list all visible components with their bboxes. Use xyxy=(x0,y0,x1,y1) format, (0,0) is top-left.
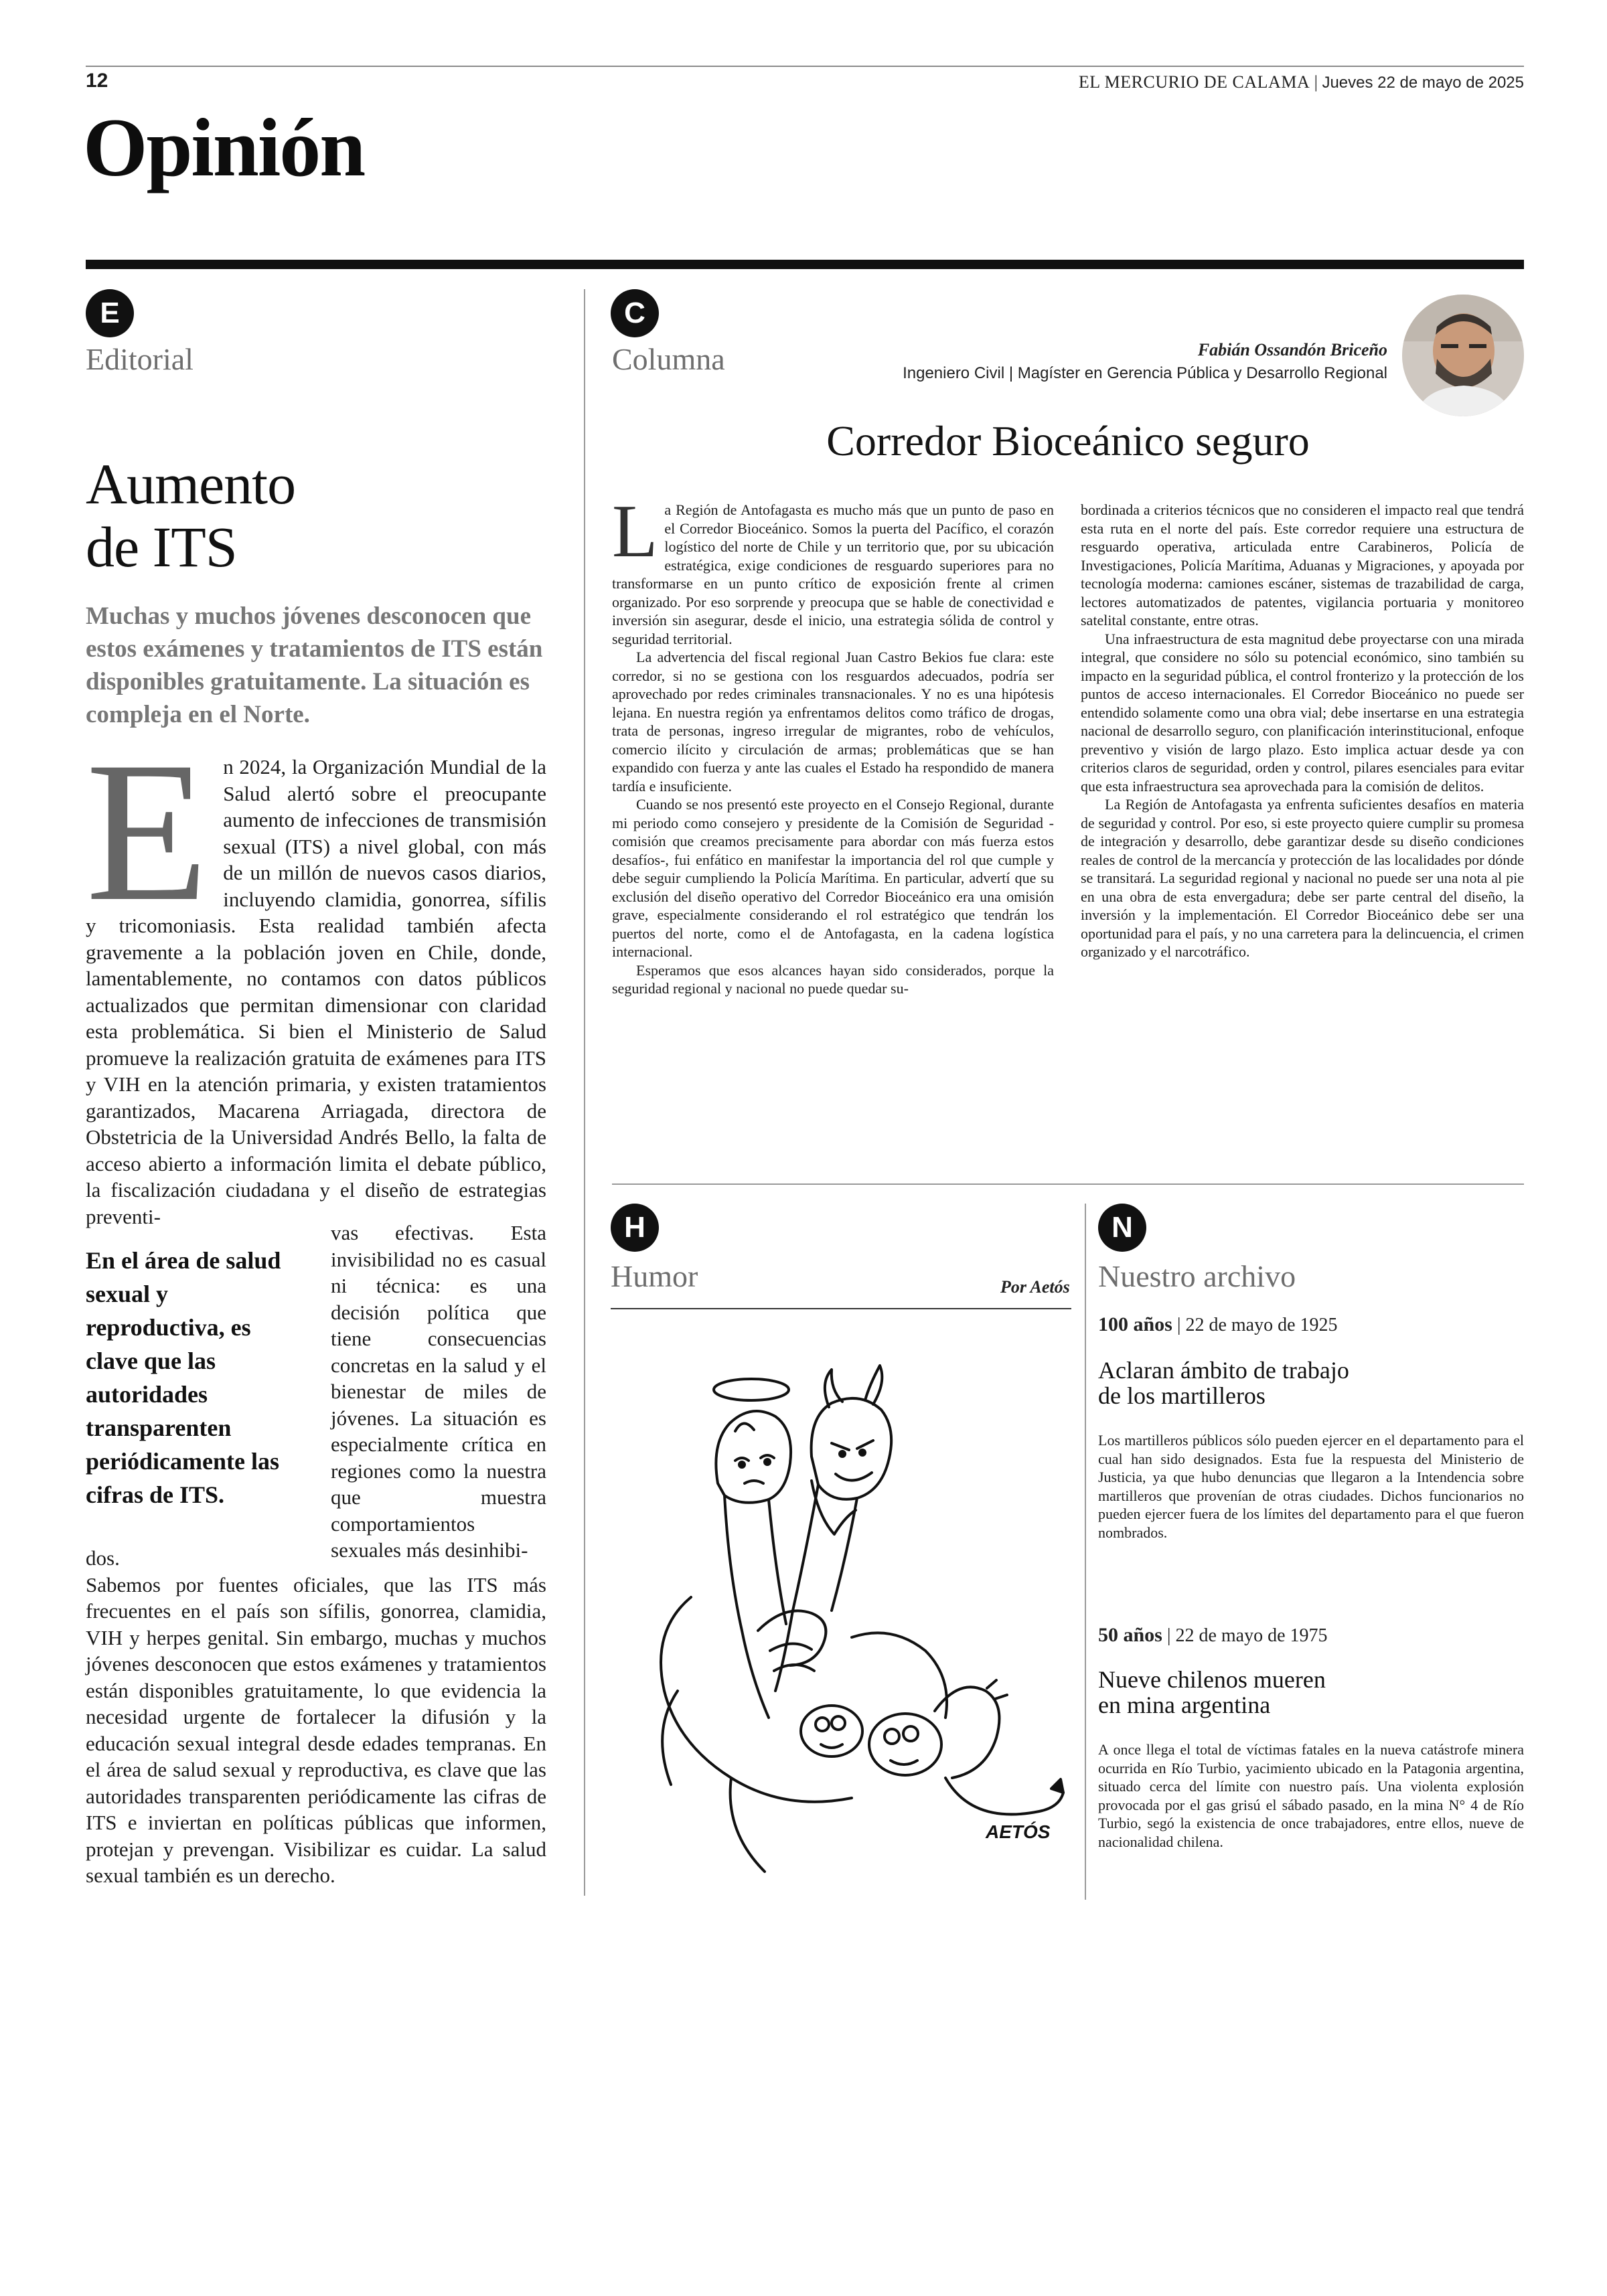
humor-byline: Por Aetós xyxy=(1000,1277,1070,1297)
editorial-column-divider xyxy=(584,289,585,1896)
column-paragraph-2: La advertencia del fiscal regional Juan Castro Bekios fue clara: este corredor, si no se gestiona con los resguardos adecuados, podría ser aprovechado por redes criminales transnacionales. Y no es una hipótesis lejana. En nuestra región ya enfrentamos delitos como tráfico de drogas, trata de personas, ingreso irregular de migrantes, robo de vehículos, comercio ilícito y circulación de armas; problemáticas que se han expandido con fuerza y ante las cuales el Estado ha respondido de manera tardía e insuficiente. xyxy=(612,649,1054,795)
column-paragraph-7: La Región de Antofagasta ya enfrenta suficientes desafíos en materia de seguridad y control. Por eso, si este proyecto quiere cumplir su promesa de integración y desarrollo, debe garantizar desde su diseño condiciones reales de control de la mercancía y protección de las localidades por dónde se transitará. La seguridad regional y nacional no puede ser una nota al pie en una obra de esta envergadura; debe ser parte central del diseño, la inversión y la implementación. El Corredor Bioceánico debe ser una oportunidad para el país, y no una carretera para la delincuencia, el crimen organizado y el narcotráfico. xyxy=(1081,796,1524,960)
humor-cartoon xyxy=(611,1316,1073,1898)
archive-item-1-years: 100 años xyxy=(1098,1313,1172,1335)
archive-label: Nuestro archivo xyxy=(1098,1259,1296,1293)
archive-item-2-years: 50 años xyxy=(1098,1624,1162,1646)
archive-item-2-header xyxy=(1098,1624,1328,1647)
editorial-label: Editorial xyxy=(86,342,194,376)
archive-item-1-date: 22 de mayo de 1925 xyxy=(1185,1315,1338,1335)
column-label: Columna xyxy=(612,342,725,376)
editorial-headline-line1: Aumento xyxy=(86,452,296,516)
editorial-body-bottom xyxy=(86,1545,546,1889)
archive-item-2-title-line2: en mina argentina xyxy=(1098,1692,1271,1718)
column-badge: C xyxy=(611,289,659,337)
author-portrait-icon xyxy=(1402,295,1524,416)
editorial-dropcap: E xyxy=(86,720,209,942)
archive-item-2-date: 22 de mayo de 1975 xyxy=(1175,1625,1328,1646)
archive-item-1-title xyxy=(1098,1358,1349,1408)
section-rule xyxy=(86,260,1524,269)
humor-label: Humor xyxy=(611,1259,698,1293)
archive-badge: N xyxy=(1098,1204,1146,1252)
editorial-paragraph-2: Sabemos por fuentes oficiales, que las ITS más frecuentes en el país son sífilis, gonorrea, clamidia, VIH y herpes genital. Sin embargo, muchas y muchos jóvenes desconocen que estos exámenes y tratamientos están disponibles gratuitamente, lo que evidencia la necesidad urgente de fortalecer la difusión y la educación sexual integral desde edades tempranas. En el área de salud sexual y reproductiva, es clave que las autoridades transparenten periódicamente las cifras de ITS e inviertan en políticas públicas que informen, protejan y prevengan. Visibilizar es cuidar. La salud sexual también es un derecho. xyxy=(86,1572,546,1887)
archive-item-1-title-line1: Aclaran ámbito de trabajo xyxy=(1098,1357,1349,1384)
column-author: Fabián Ossandón Briceño xyxy=(1197,340,1387,359)
archive-item-1-body: Los martilleros públicos sólo pueden ejercer en el departamento para el cual han sido designados. Esta fue la respuesta del Ministerio de Justicia, ya que hubo denuncias que llegaron a la Intendencia sobre martilleros que provenían de otras ciudades. Dichos funcionarios no pueden ejercer fuera de los límites del departamento para el que fueron nombrados. xyxy=(1098,1432,1524,1541)
column-paragraph-1: a Región de Antofagasta es mucho más que un punto de paso en el Corredor Bioceánico. Somos la puerta del Pacífico, el corazón logístico del norte de Chile y un territorio que, por su ubicación estratégica, exige condiciones de resguardo superiores para no transformarse en un punto crítico de exposición frente al crimen organizado. Por eso sorprende y preocupa que se hable de conectividad e inversión sin asegurar, desde el inicio, una estrategia sólida de control y seguridad territorial. xyxy=(612,501,1054,647)
issue-date: Jueves 22 de mayo de 2025 xyxy=(1322,74,1524,92)
masthead-separator: | xyxy=(1314,72,1322,92)
editorial-body-top xyxy=(86,720,546,1230)
editorial-paragraph-end: dos. xyxy=(86,1546,120,1570)
editorial-summary: Muchas y muchos jóvenes desconocen que estos exámenes y tratamientos de ITS están disponibles gratuitamente. La situación es compleja en el Norte. xyxy=(86,602,543,728)
archive-item-2-title-line1: Nueve chilenos mueren xyxy=(1098,1666,1326,1693)
section-title: Opinión xyxy=(83,102,365,193)
archive-item-1-header xyxy=(1098,1313,1338,1336)
archive-item-1-title-line2: de los martilleros xyxy=(1098,1382,1266,1409)
author-photo xyxy=(1402,295,1524,416)
column-paragraph-3: Cuando se nos presentó este proyecto en el Consejo Regional, durante mi periodo como consejero y presidente de la Comisión de Seguridad -comisión que creamos precisamente para abordar con más fuerza estos desafíos-, fui enfático en manifestar la importancia del rol que cumple y debe seguir cumpliendo la Policía Marítima. En particular, advertí que su exclusión del diseño operativo del Corredor Bioceánico era una omisión grave, especialmente considerando el rol estratégico que tendrán los puertos del norte, como el de Antofagasta, en la cadena logística internacional. xyxy=(612,796,1054,960)
archive-item-2-separator: | xyxy=(1162,1625,1176,1646)
editorial-headline xyxy=(86,453,295,578)
column-dropcap: L xyxy=(612,490,658,573)
column-author-role: Ingeniero Civil | Magíster en Gerencia Pública y Desarrollo Regional xyxy=(903,364,1387,382)
masthead-line xyxy=(1079,72,1524,92)
editorial-headline-line2: de ITS xyxy=(86,515,237,579)
paper-name: EL MERCURIO DE CALAMA xyxy=(1078,72,1310,92)
column-headline: Corredor Bioceánico seguro xyxy=(826,417,1310,465)
archive-item-1-separator: | xyxy=(1172,1315,1186,1335)
cartoon-signature: AETÓS xyxy=(986,1821,1051,1842)
editorial-body-wrap: vas efectivas. Esta invisibilidad no es casual ni técnica: es una decisión política que tiene consecuencias concretas en la salud y el bienestar de miles de jóvenes. La situación es especialmente crítica en regiones como la nuestra que muestra comportamientos sexuales más desinhibi- xyxy=(331,1221,546,1562)
column-paragraph-5: bordinada a criterios técnicos que no consideren el impacto real que tendrá esta ruta en el norte del país. Este corredor requiere una estructura de resguardo operativa, articulada entre Carabineros, Policía de Investigaciones, Policía Marítima, Aduanas y Migraciones, y apoyada por tecnología moderna: camiones escáner, sistemas de trazabilidad de carga, lectores automatizados de patentes, vigilancia portuaria y monitoreo satelital constante, entre otras. xyxy=(1081,501,1524,629)
humor-rule xyxy=(611,1308,1071,1309)
editorial-badge: E xyxy=(86,289,134,337)
editorial-paragraph-1: n 2024, la Organización Mundial de la Salud alertó sobre el preocupante aumento de infecciones de transmisión sexual (ITS) a nivel global, con más de un millón de nuevos casos diarios, incluyendo clamidia, gonorrea, sífilis y tricomoniasis. Esta realidad también afecta gravemente a la población joven en Chile, donde, lamentablemente, no contamos con datos públicos actualizados que permitan dimensionar con claridad esta problemática. Si bien el Ministerio de Salud promueve la realización gratuita de exámenes para ITS y VIH en la atención primaria, y existen tratamientos garantizados, Macarena Arriagada, directora de Obstetricia de la Universidad Andrés Bello, la falta de acceso abierto a información limita el debate público, la fiscalización ciudadana y el diseño de estrategias preventi- xyxy=(86,755,546,1228)
archive-item-2-title xyxy=(1098,1667,1326,1718)
cartoon-illustration-icon xyxy=(611,1316,1073,1898)
column-text-left xyxy=(612,490,1054,998)
column-paragraph-6: Una infraestructura de esta magnitud debe proyectarse con una mirada integral, que considere no sólo su potencial económico, sino también su impacto en la seguridad pública, el control fronterizo y la protección de los puntos de acceso internacionales. El Corredor Bioceánico no puede ser entendido solamente como una obra vial; debe insertarse en una estrategia nacional de desarrollo seguro, con planificación interinstitucional, enfoque preventivo y visión de largo plazo. Esto implica actuar desde ya con criterios claros de seguridad, orden y control, pilares esenciales para evitar que esta infraestructura sea aprovechada para la comisión de delitos. xyxy=(1081,630,1524,795)
top-rule xyxy=(86,66,1524,67)
column-paragraph-4: Esperamos que esos alcances hayan sido considerados, porque la seguridad regional y nacional no puede quedar su- xyxy=(612,961,1054,997)
page-number: 12 xyxy=(86,70,108,92)
column-text-right xyxy=(1081,501,1524,961)
editorial-pullquote: En el área de salud sexual y reproductiva, es clave que las autoridades transparenten periódicamente las cifras de ITS. xyxy=(86,1247,281,1508)
humor-archive-divider xyxy=(1085,1204,1086,1900)
humor-badge: H xyxy=(611,1204,659,1252)
column-bottom-rule xyxy=(612,1183,1524,1185)
archive-item-2-body: A once llega el total de víctimas fatales en la nueva catástrofe minera ocurrida en Río Turbio, yacimiento ubicado en la Patagonia argentina, situado cerca del límite con nuestro país. Una violenta explosión provocada por el gas grisú el sábado pasado, en la mina N° 4 de Río Turbio, segó la existencia de once trabajadores, entre ellos, nueve de nacionalidad chilena. xyxy=(1098,1741,1524,1850)
